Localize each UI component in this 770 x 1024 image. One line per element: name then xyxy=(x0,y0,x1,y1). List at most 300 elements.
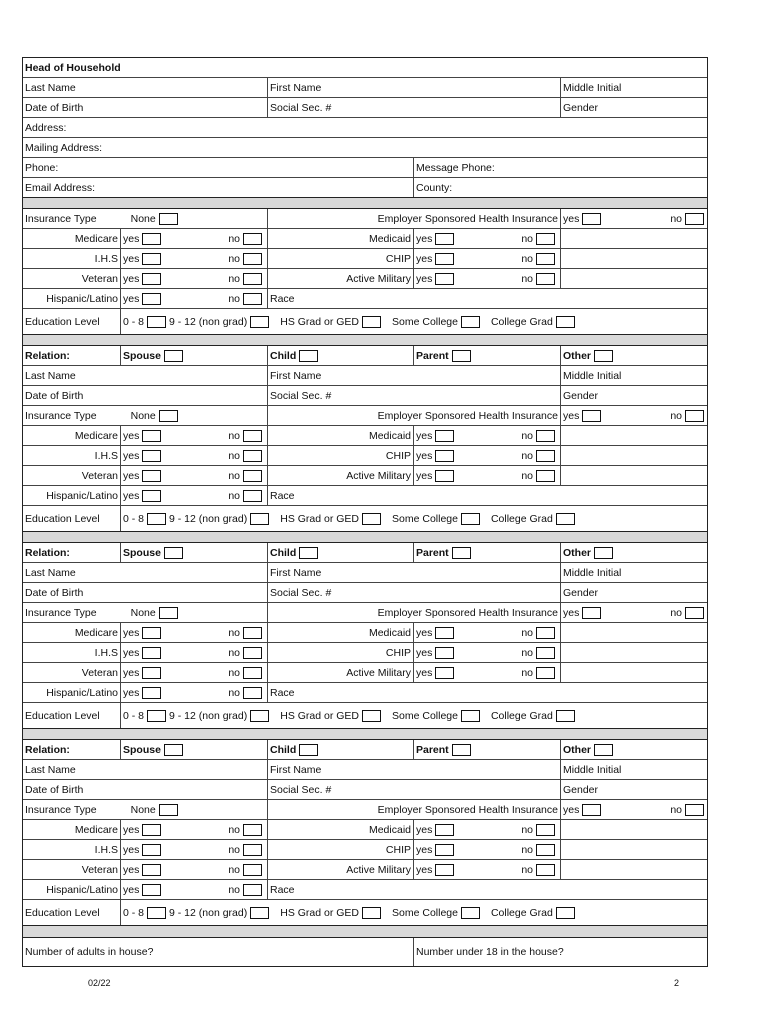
medicaid-yes-checkbox[interactable] xyxy=(435,824,454,836)
ihs-yes-checkbox[interactable] xyxy=(142,647,161,659)
gender-field[interactable]: Gender xyxy=(560,98,709,117)
ihs-label xyxy=(23,840,120,859)
hispanic-latino-yes-checkbox[interactable] xyxy=(142,884,161,896)
hispanic-latino-yes-checkbox[interactable] xyxy=(142,490,161,502)
relation-text: Relation: xyxy=(25,349,70,362)
hispanic-latino-no-checkbox[interactable] xyxy=(243,884,262,896)
no-text: no xyxy=(521,843,533,856)
veteran-label xyxy=(23,860,120,879)
no-text: no xyxy=(228,686,240,699)
spouse-text: Spouse xyxy=(123,349,161,362)
last-name-field[interactable]: Last Name xyxy=(25,81,76,94)
yes-text: yes xyxy=(416,626,433,639)
active-military-no-checkbox[interactable] xyxy=(536,864,555,876)
ed-9-12-checkbox[interactable] xyxy=(250,710,269,722)
dob-text: Date of Birth xyxy=(25,586,84,599)
ed-some-college-checkbox[interactable] xyxy=(461,710,480,722)
medicaid-label xyxy=(267,229,413,248)
active-military-text: Active Military xyxy=(346,863,411,876)
chip-yes-checkbox[interactable] xyxy=(435,450,454,462)
employer-no-checkbox[interactable] xyxy=(685,410,704,422)
veteran-no-checkbox[interactable] xyxy=(243,470,262,482)
ihs-yes-checkbox[interactable] xyxy=(142,844,161,856)
hispanic-latino-text: Hispanic/Latino xyxy=(46,489,118,502)
spouse-text: Spouse xyxy=(123,546,161,559)
veteran-no-checkbox[interactable] xyxy=(243,864,262,876)
first-name-field[interactable]: First Name xyxy=(267,78,560,97)
ed-hs-text: HS Grad or GED xyxy=(280,512,360,525)
head-of-household-section xyxy=(22,57,708,198)
hispanic-latino-label xyxy=(23,683,120,702)
relation-spouse-checkbox[interactable] xyxy=(164,547,183,559)
yes-text: yes xyxy=(416,469,433,482)
none-text: None xyxy=(130,803,156,816)
veteran-yes-checkbox[interactable] xyxy=(142,667,161,679)
member-dob-field[interactable] xyxy=(23,780,267,799)
ed-hs-grad-checkbox[interactable] xyxy=(362,907,381,919)
medicare-text: Medicare xyxy=(74,823,118,836)
veteran-no-checkbox[interactable] xyxy=(243,273,262,285)
household-member-section-3 xyxy=(22,739,708,926)
ed-some-college-text: Some College xyxy=(392,512,458,525)
relation-text: Relation: xyxy=(25,743,70,756)
ed-college-grad-checkbox[interactable] xyxy=(556,907,575,919)
active-military-text: Active Military xyxy=(346,272,411,285)
medicare-no-checkbox[interactable] xyxy=(243,430,262,442)
yes-text: yes xyxy=(123,823,140,836)
household-member-section-1 xyxy=(22,345,708,532)
chip-no-checkbox[interactable] xyxy=(536,844,555,856)
race-field[interactable] xyxy=(267,486,709,505)
ed-0-8-checkbox[interactable] xyxy=(147,907,166,919)
yes-text: yes xyxy=(123,843,140,856)
ed-college-grad-checkbox[interactable] xyxy=(556,710,575,722)
medicaid-no-checkbox[interactable] xyxy=(536,430,555,442)
race-text: Race xyxy=(270,883,295,896)
ihs-yes-checkbox[interactable] xyxy=(142,253,161,265)
no-text: no xyxy=(228,429,240,442)
ed-some-college-checkbox[interactable] xyxy=(461,513,480,525)
section-separator xyxy=(22,926,708,937)
no-text: no xyxy=(228,666,240,679)
ed-hs-text: HS Grad or GED xyxy=(280,709,360,722)
relation-parent-checkbox[interactable] xyxy=(452,350,471,362)
chip-text: CHIP xyxy=(385,252,411,265)
medicaid-yes-checkbox[interactable] xyxy=(435,233,454,245)
ed-9-12-checkbox[interactable] xyxy=(250,316,269,328)
active-military-label xyxy=(267,466,413,485)
chip-no-checkbox[interactable] xyxy=(536,647,555,659)
gender-text: Gender xyxy=(563,586,599,599)
chip-text: CHIP xyxy=(385,843,411,856)
address-field[interactable]: Address: xyxy=(25,121,67,134)
yes-text: yes xyxy=(123,449,140,462)
employer-yes-checkbox[interactable] xyxy=(582,804,601,816)
medicaid-text: Medicaid xyxy=(368,429,411,442)
child-text: Child xyxy=(270,546,297,559)
ed-9-12-text: 9 - 12 (non grad) xyxy=(169,512,248,525)
yes-text: yes xyxy=(123,489,140,502)
veteran-yes-checkbox[interactable] xyxy=(142,864,161,876)
hispanic-latino-no-checkbox[interactable] xyxy=(243,687,262,699)
relation-spouse-checkbox[interactable] xyxy=(164,350,183,362)
household-form xyxy=(22,57,708,967)
gender-text: Gender xyxy=(563,389,599,402)
ed-some-college-text: Some College xyxy=(392,315,458,328)
medicaid-no-checkbox[interactable] xyxy=(536,824,555,836)
chip-no-checkbox[interactable] xyxy=(536,450,555,462)
none-text: None xyxy=(130,606,156,619)
insurance-none-checkbox[interactable] xyxy=(159,213,178,225)
race-field[interactable] xyxy=(267,683,709,702)
medicaid-text: Medicaid xyxy=(368,823,411,836)
employer-yes-checkbox[interactable] xyxy=(582,607,601,619)
relation-other-checkbox[interactable] xyxy=(594,547,613,559)
employer-yes-checkbox[interactable] xyxy=(582,213,601,225)
education-level-text: Education Level xyxy=(25,709,100,722)
active-military-yes-checkbox[interactable] xyxy=(435,864,454,876)
ssn-field[interactable]: Social Sec. # xyxy=(267,98,560,117)
active-military-no-checkbox[interactable] xyxy=(536,667,555,679)
insurance-type-text: Insurance Type xyxy=(25,803,97,816)
chip-label xyxy=(267,249,413,268)
active-military-label xyxy=(267,269,413,288)
active-military-no-checkbox[interactable] xyxy=(536,470,555,482)
chip-text: CHIP xyxy=(385,646,411,659)
employer-no-checkbox[interactable] xyxy=(685,213,704,225)
medicare-text: Medicare xyxy=(74,626,118,639)
no-text: no xyxy=(521,666,533,679)
ed-hs-text: HS Grad or GED xyxy=(280,906,360,919)
veteran-text: Veteran xyxy=(81,863,118,876)
hispanic-latino-text: Hispanic/Latino xyxy=(46,686,118,699)
chip-label xyxy=(267,840,413,859)
yes-text: yes xyxy=(563,409,580,422)
chip-no-checkbox[interactable] xyxy=(536,253,555,265)
yes-text: yes xyxy=(123,469,140,482)
medicare-yes-checkbox[interactable] xyxy=(142,430,161,442)
race-text: Race xyxy=(270,489,295,502)
active-military-yes-checkbox[interactable] xyxy=(435,667,454,679)
no-text: no xyxy=(228,232,240,245)
veteran-label xyxy=(23,269,120,288)
ed-college-grad-text: College Grad xyxy=(490,315,553,328)
ed-some-college-text: Some College xyxy=(392,906,458,919)
employer-insurance-text: Employer Sponsored Health Insurance xyxy=(377,212,558,225)
yes-text: yes xyxy=(416,429,433,442)
employer-no-checkbox[interactable] xyxy=(685,804,704,816)
active-military-label xyxy=(267,663,413,682)
member-last-name-field[interactable] xyxy=(23,563,267,582)
member-ssn-field[interactable] xyxy=(267,386,560,405)
veteran-text: Veteran xyxy=(81,272,118,285)
member-gender-field[interactable] xyxy=(560,386,709,405)
hispanic-latino-text: Hispanic/Latino xyxy=(46,883,118,896)
yes-text: yes xyxy=(563,606,580,619)
ssn-text: Social Sec. # xyxy=(270,389,332,402)
yes-text: yes xyxy=(416,449,433,462)
ihs-no-checkbox[interactable] xyxy=(243,450,262,462)
no-text: no xyxy=(228,292,240,305)
medicare-yes-checkbox[interactable] xyxy=(142,627,161,639)
relation-parent-checkbox[interactable] xyxy=(452,744,471,756)
no-text: no xyxy=(521,252,533,265)
employer-insurance-text: Employer Sponsored Health Insurance xyxy=(377,606,558,619)
none-text: None xyxy=(130,212,156,225)
ihs-text: I.H.S xyxy=(94,646,118,659)
no-text: no xyxy=(670,409,682,422)
race-text: Race xyxy=(270,292,295,305)
ed-hs-grad-checkbox[interactable] xyxy=(362,316,381,328)
medicare-no-checkbox[interactable] xyxy=(243,233,262,245)
ed-college-grad-checkbox[interactable] xyxy=(556,513,575,525)
relation-child-checkbox[interactable] xyxy=(299,744,318,756)
ed-9-12-text: 9 - 12 (non grad) xyxy=(169,906,248,919)
first-name-text: First Name xyxy=(270,566,322,579)
veteran-yes-checkbox[interactable] xyxy=(142,273,161,285)
hispanic-latino-yes-checkbox[interactable] xyxy=(142,293,161,305)
no-text: no xyxy=(521,626,533,639)
no-text: no xyxy=(228,469,240,482)
no-text: no xyxy=(521,449,533,462)
yes-text: yes xyxy=(123,666,140,679)
member-first-name-field[interactable] xyxy=(267,366,560,385)
veteran-label xyxy=(23,466,120,485)
active-military-text: Active Military xyxy=(346,469,411,482)
under-18-count-field[interactable]: Number under 18 in the house? xyxy=(413,938,709,966)
insurance-none-checkbox[interactable] xyxy=(159,607,178,619)
ssn-text: Social Sec. # xyxy=(270,783,332,796)
insurance-none-checkbox[interactable] xyxy=(159,410,178,422)
ed-9-12-text: 9 - 12 (non grad) xyxy=(169,315,248,328)
ed-some-college-text: Some College xyxy=(392,709,458,722)
medicare-no-checkbox[interactable] xyxy=(243,824,262,836)
veteran-yes-checkbox[interactable] xyxy=(142,470,161,482)
ed-college-grad-text: College Grad xyxy=(490,512,553,525)
medicaid-label xyxy=(267,623,413,642)
member-ssn-field[interactable] xyxy=(267,780,560,799)
ed-hs-text: HS Grad or GED xyxy=(280,315,360,328)
member-first-name-field[interactable] xyxy=(267,760,560,779)
no-text: no xyxy=(521,429,533,442)
member-gender-field[interactable] xyxy=(560,780,709,799)
ihs-no-checkbox[interactable] xyxy=(243,647,262,659)
medicaid-no-checkbox[interactable] xyxy=(536,233,555,245)
chip-label xyxy=(267,643,413,662)
relation-child-checkbox[interactable] xyxy=(299,547,318,559)
hispanic-latino-yes-checkbox[interactable] xyxy=(142,687,161,699)
medicaid-text: Medicaid xyxy=(368,626,411,639)
yes-text: yes xyxy=(416,666,433,679)
dob-field[interactable]: Date of Birth xyxy=(25,101,84,114)
ed-9-12-checkbox[interactable] xyxy=(250,513,269,525)
medicare-yes-checkbox[interactable] xyxy=(142,233,161,245)
employer-yes-checkbox[interactable] xyxy=(582,410,601,422)
ihs-label xyxy=(23,249,120,268)
member-last-name-field[interactable] xyxy=(23,366,267,385)
yes-text: yes xyxy=(416,863,433,876)
no-text: no xyxy=(521,232,533,245)
yes-text: yes xyxy=(123,883,140,896)
household-count-section xyxy=(22,937,708,967)
active-military-yes-checkbox[interactable] xyxy=(435,273,454,285)
employer-insurance-text: Employer Sponsored Health Insurance xyxy=(377,803,558,816)
adults-count-field[interactable]: Number of adults in house? xyxy=(25,946,154,958)
ed-0-8-checkbox[interactable] xyxy=(147,513,166,525)
footer-date: 02/22 xyxy=(88,978,111,988)
ed-college-grad-text: College Grad xyxy=(490,709,553,722)
medicare-label xyxy=(23,426,120,445)
page-number: 2 xyxy=(674,978,680,988)
other-text: Other xyxy=(563,349,592,362)
medicare-no-checkbox[interactable] xyxy=(243,627,262,639)
message-phone-field[interactable]: Message Phone: xyxy=(413,158,709,177)
last-name-text: Last Name xyxy=(25,763,76,776)
ihs-label xyxy=(23,446,120,465)
ed-college-grad-text: College Grad xyxy=(490,906,553,919)
ihs-text: I.H.S xyxy=(94,252,118,265)
relation-child-checkbox[interactable] xyxy=(299,350,318,362)
hispanic-latino-no-checkbox[interactable] xyxy=(243,490,262,502)
ihs-no-checkbox[interactable] xyxy=(243,253,262,265)
relation-spouse-checkbox[interactable] xyxy=(164,744,183,756)
other-text: Other xyxy=(563,743,592,756)
section-separator xyxy=(22,335,708,345)
medicare-text: Medicare xyxy=(74,429,118,442)
chip-yes-checkbox[interactable] xyxy=(435,844,454,856)
race-field[interactable] xyxy=(267,289,709,308)
insurance-none-checkbox[interactable] xyxy=(159,804,178,816)
section-title: Head of Household xyxy=(25,61,121,74)
veteran-label xyxy=(23,663,120,682)
member-middle-initial-field[interactable] xyxy=(560,563,709,582)
no-text: no xyxy=(228,449,240,462)
section-separator xyxy=(22,532,708,542)
member-dob-field[interactable] xyxy=(23,583,267,602)
hispanic-latino-no-checkbox[interactable] xyxy=(243,293,262,305)
insurance-type-text: Insurance Type xyxy=(25,212,97,225)
relation-parent-checkbox[interactable] xyxy=(452,547,471,559)
yes-text: yes xyxy=(123,232,140,245)
employer-insurance-text: Employer Sponsored Health Insurance xyxy=(377,409,558,422)
medicaid-no-checkbox[interactable] xyxy=(536,627,555,639)
medicare-yes-checkbox[interactable] xyxy=(142,824,161,836)
parent-text: Parent xyxy=(416,349,449,362)
child-text: Child xyxy=(270,349,297,362)
no-text: no xyxy=(521,646,533,659)
chip-yes-checkbox[interactable] xyxy=(435,647,454,659)
ed-some-college-checkbox[interactable] xyxy=(461,907,480,919)
middle-initial-text: Middle Initial xyxy=(563,369,622,382)
middle-initial-text: Middle Initial xyxy=(563,566,622,579)
ed-0-8-checkbox[interactable] xyxy=(147,316,166,328)
education-level-text: Education Level xyxy=(25,512,100,525)
ed-hs-grad-checkbox[interactable] xyxy=(362,513,381,525)
no-text: no xyxy=(228,489,240,502)
last-name-text: Last Name xyxy=(25,566,76,579)
active-military-yes-checkbox[interactable] xyxy=(435,470,454,482)
middle-initial-field[interactable]: Middle Initial xyxy=(560,78,709,97)
yes-text: yes xyxy=(563,803,580,816)
yes-text: yes xyxy=(123,686,140,699)
chip-yes-checkbox[interactable] xyxy=(435,253,454,265)
no-text: no xyxy=(670,803,682,816)
yes-text: yes xyxy=(416,272,433,285)
hispanic-latino-label xyxy=(23,289,120,308)
member-ssn-field[interactable] xyxy=(267,583,560,602)
ed-9-12-checkbox[interactable] xyxy=(250,907,269,919)
education-level-text: Education Level xyxy=(25,315,100,328)
section-separator xyxy=(22,729,708,739)
yes-text: yes xyxy=(123,646,140,659)
ed-hs-grad-checkbox[interactable] xyxy=(362,710,381,722)
member-last-name-field[interactable] xyxy=(23,760,267,779)
insurance-type-text: Insurance Type xyxy=(25,606,97,619)
member-middle-initial-field[interactable] xyxy=(560,366,709,385)
mailing-address-field[interactable]: Mailing Address: xyxy=(25,141,103,154)
ed-0-8-text: 0 - 8 xyxy=(123,709,145,722)
dob-text: Date of Birth xyxy=(25,389,84,402)
race-text: Race xyxy=(270,686,295,699)
yes-text: yes xyxy=(123,272,140,285)
ihs-yes-checkbox[interactable] xyxy=(142,450,161,462)
county-field[interactable]: County: xyxy=(413,178,709,197)
phone-field[interactable]: Phone: xyxy=(25,161,59,174)
no-text: no xyxy=(228,272,240,285)
ed-9-12-text: 9 - 12 (non grad) xyxy=(169,709,248,722)
ed-college-grad-checkbox[interactable] xyxy=(556,316,575,328)
head-insurance-section xyxy=(22,208,708,335)
hispanic-latino-text: Hispanic/Latino xyxy=(46,292,118,305)
no-text: no xyxy=(228,883,240,896)
relation-text: Relation: xyxy=(25,546,70,559)
veteran-text: Veteran xyxy=(81,666,118,679)
relation-other-checkbox[interactable] xyxy=(594,350,613,362)
chip-label xyxy=(267,446,413,465)
medicaid-yes-checkbox[interactable] xyxy=(435,430,454,442)
no-text: no xyxy=(521,863,533,876)
veteran-no-checkbox[interactable] xyxy=(243,667,262,679)
medicaid-label xyxy=(267,426,413,445)
email-field[interactable]: Email Address: xyxy=(25,181,96,194)
insurance-type-text: Insurance Type xyxy=(25,409,97,422)
medicaid-yes-checkbox[interactable] xyxy=(435,627,454,639)
spouse-text: Spouse xyxy=(123,743,161,756)
no-text: no xyxy=(228,646,240,659)
no-text: no xyxy=(228,626,240,639)
yes-text: yes xyxy=(123,292,140,305)
employer-no-checkbox[interactable] xyxy=(685,607,704,619)
medicaid-label xyxy=(267,820,413,839)
ed-0-8-checkbox[interactable] xyxy=(147,710,166,722)
member-dob-field[interactable] xyxy=(23,386,267,405)
relation-other-checkbox[interactable] xyxy=(594,744,613,756)
active-military-no-checkbox[interactable] xyxy=(536,273,555,285)
yes-text: yes xyxy=(416,823,433,836)
member-gender-field[interactable] xyxy=(560,583,709,602)
member-first-name-field[interactable] xyxy=(267,563,560,582)
race-field[interactable] xyxy=(267,880,709,899)
no-text: no xyxy=(228,863,240,876)
ihs-no-checkbox[interactable] xyxy=(243,844,262,856)
yes-text: yes xyxy=(123,252,140,265)
veteran-text: Veteran xyxy=(81,469,118,482)
no-text: no xyxy=(521,469,533,482)
medicaid-text: Medicaid xyxy=(368,232,411,245)
yes-text: yes xyxy=(416,646,433,659)
ed-some-college-checkbox[interactable] xyxy=(461,316,480,328)
member-middle-initial-field[interactable] xyxy=(560,760,709,779)
